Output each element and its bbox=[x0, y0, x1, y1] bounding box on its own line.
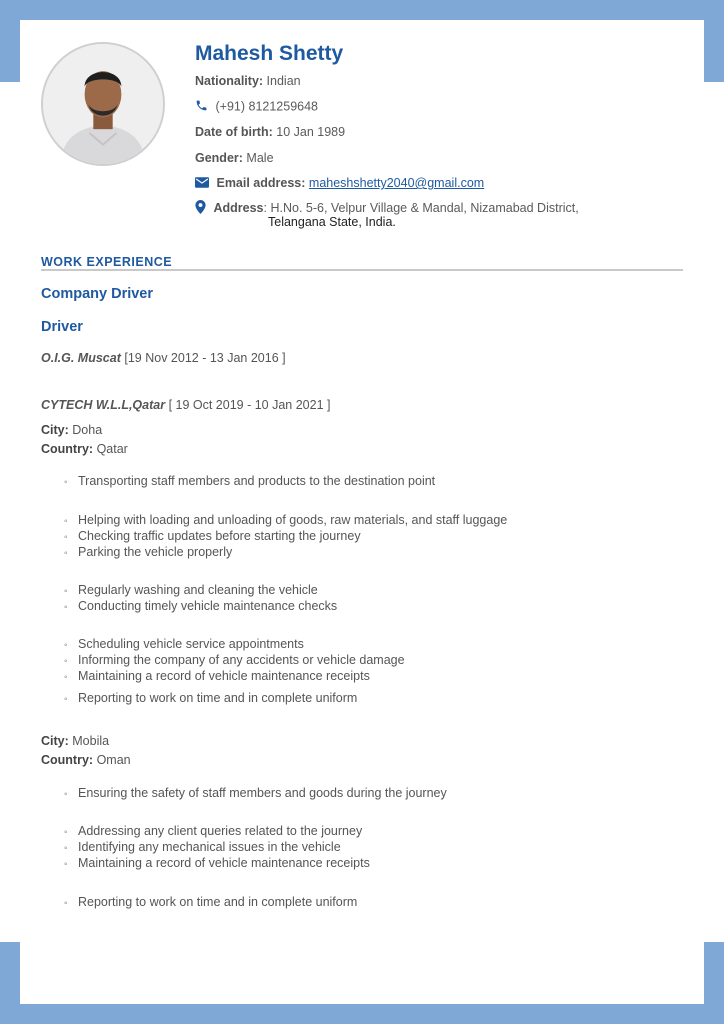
address-label: Address bbox=[213, 200, 264, 215]
country-row-1 bbox=[41, 442, 128, 456]
duty-item bbox=[64, 513, 684, 529]
city-label: City: bbox=[41, 423, 69, 437]
employer-2-name: CYTECH W.L.L,Qatar bbox=[41, 398, 166, 412]
email-label: Email address: bbox=[216, 176, 306, 190]
employer-2 bbox=[41, 398, 330, 412]
bullet-icon: ◦ bbox=[64, 547, 68, 559]
bullet-icon: ◦ bbox=[64, 858, 68, 870]
gender-label: Gender: bbox=[195, 151, 243, 165]
duty-text: Reporting to work on time and in complete uniform bbox=[78, 691, 358, 705]
duty-text: Identifying any mechanical issues in the vehicle bbox=[78, 839, 341, 854]
gender-value: Male bbox=[246, 151, 274, 165]
duty-text: Informing the company of any accidents or vehicle damage bbox=[78, 652, 405, 667]
dob-label: Date of birth: bbox=[195, 125, 273, 139]
nationality-row bbox=[195, 74, 301, 88]
duty-item bbox=[64, 653, 684, 669]
city-value: Doha bbox=[72, 423, 103, 437]
bullet-icon: ◦ bbox=[64, 842, 68, 854]
duty-text: Maintaining a record of vehicle maintenance receipts bbox=[78, 855, 370, 870]
country-row-2 bbox=[41, 753, 131, 767]
employer-1 bbox=[41, 351, 286, 365]
section-title-work-experience: WORK EXPERIENCE bbox=[41, 255, 173, 269]
dob-value: 10 Jan 1989 bbox=[276, 125, 346, 139]
country-label: Country: bbox=[41, 442, 94, 456]
duties-list bbox=[64, 583, 684, 615]
city-row-2 bbox=[41, 734, 109, 748]
duty-item bbox=[64, 669, 684, 685]
duty-text: Helping with loading and unloading of goods, raw materials, and staff luggage bbox=[78, 513, 508, 527]
phone-icon bbox=[195, 99, 208, 115]
candidate-name: Mahesh Shetty bbox=[195, 42, 344, 65]
duty-item bbox=[64, 856, 684, 872]
email-link[interactable]: maheshshetty2040@gmail.com bbox=[308, 176, 485, 190]
map-pin-icon bbox=[195, 200, 206, 217]
bullet-icon: ◦ bbox=[64, 789, 68, 800]
duty-item bbox=[64, 840, 684, 856]
duty-text: Reporting to work on time and in complete uniform bbox=[78, 895, 358, 909]
envelope-icon bbox=[195, 177, 209, 191]
section-divider bbox=[41, 269, 683, 271]
bullet-icon: ◦ bbox=[64, 898, 68, 909]
duty-item bbox=[64, 824, 684, 840]
profile-photo bbox=[41, 42, 165, 166]
duty-item bbox=[64, 474, 684, 490]
duty-text: Scheduling vehicle service appointments bbox=[78, 637, 304, 651]
duty-item bbox=[64, 691, 684, 707]
city-row-1 bbox=[41, 423, 102, 437]
duty-text: Regularly washing and cleaning the vehicle bbox=[78, 583, 318, 597]
bullet-icon: ◦ bbox=[64, 586, 68, 597]
bullet-icon: ◦ bbox=[64, 601, 68, 613]
duty-item bbox=[64, 895, 684, 911]
phone-number: (+91) 8121259648 bbox=[215, 99, 319, 114]
duties-list bbox=[64, 637, 684, 684]
country-value: Qatar bbox=[96, 442, 128, 456]
nationality-value: Indian bbox=[266, 74, 301, 88]
duty-text: Checking traffic updates before starting the journey bbox=[78, 528, 361, 543]
duties-list bbox=[64, 895, 684, 911]
duty-item bbox=[64, 583, 684, 599]
duty-text: Conducting timely vehicle maintenance checks bbox=[78, 598, 338, 613]
employer-1-name: O.I.G. Muscat bbox=[41, 351, 121, 365]
duty-text: Maintaining a record of vehicle maintenance receipts bbox=[78, 668, 370, 683]
duty-text: Addressing any client queries related to the journey bbox=[78, 824, 363, 838]
bullet-icon: ◦ bbox=[64, 671, 68, 683]
bullet-icon: ◦ bbox=[64, 531, 68, 543]
city-label: City: bbox=[41, 734, 69, 748]
email-row bbox=[195, 176, 484, 191]
bullet-icon: ◦ bbox=[64, 477, 68, 488]
bullet-icon: ◦ bbox=[64, 694, 68, 705]
duties-list bbox=[64, 513, 684, 560]
nationality-label: Nationality: bbox=[195, 74, 264, 88]
duty-text: Ensuring the safety of staff members and goods during the journey bbox=[78, 786, 447, 800]
bullet-icon: ◦ bbox=[64, 655, 68, 667]
duties-list bbox=[64, 824, 684, 871]
duties-list bbox=[64, 786, 684, 802]
duty-item bbox=[64, 529, 684, 545]
duty-item bbox=[64, 637, 684, 653]
duties-list bbox=[64, 474, 684, 490]
duties-list bbox=[64, 691, 684, 707]
city-value: Mobila bbox=[72, 734, 110, 748]
employer-2-dates: [ 19 Oct 2019 - 10 Jan 2021 ] bbox=[165, 398, 331, 412]
duty-text: Parking the vehicle properly bbox=[78, 544, 233, 559]
duty-item bbox=[64, 545, 684, 561]
duty-item bbox=[64, 599, 684, 615]
address-line-2: Telangana State, India. bbox=[268, 215, 396, 229]
duty-item bbox=[64, 786, 684, 802]
duty-text: Transporting staff members and products to the destination point bbox=[78, 474, 436, 488]
dob-row bbox=[195, 125, 345, 139]
address-line-1: : H.No. 5-6, Velpur Village & Mandal, Nizamabad District, bbox=[263, 200, 579, 215]
employer-1-dates: [19 Nov 2012 - 13 Jan 2016 ] bbox=[120, 351, 286, 365]
bullet-icon: ◦ bbox=[64, 827, 68, 838]
job-title: Company Driver bbox=[41, 286, 154, 302]
bullet-icon: ◦ bbox=[64, 516, 68, 527]
job-role: Driver bbox=[41, 319, 83, 335]
gender-row bbox=[195, 151, 274, 165]
bullet-icon: ◦ bbox=[64, 640, 68, 651]
phone-row bbox=[195, 99, 318, 115]
country-label: Country: bbox=[41, 753, 94, 767]
country-value: Oman bbox=[96, 753, 131, 767]
